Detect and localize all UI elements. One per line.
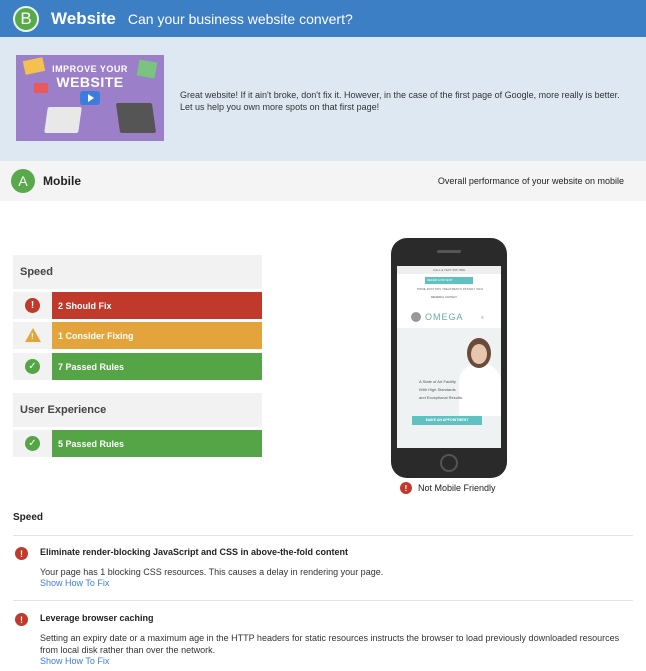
speed-details-heading: Speed — [13, 512, 44, 523]
phone-home-button — [440, 454, 458, 472]
preview-logo-text: OMEGA — [425, 312, 464, 322]
speed-passed-label: 7 Passed Rules — [52, 353, 262, 380]
phone-screen-preview — [397, 266, 501, 448]
mobile-title: Mobile — [43, 174, 81, 188]
rule-icon-cell — [13, 353, 52, 380]
preview-logo-icon — [411, 312, 421, 322]
website-title: Website — [51, 8, 116, 28]
speed-issue-description: Your page has 1 blocking CSS resources. This causes a delay in rendering your page. — [40, 567, 384, 577]
mobile-summary: Overall performance of your website on mobile — [437, 176, 624, 186]
thumbnail-line2: WEBSITE — [56, 74, 124, 90]
rule-icon-cell — [13, 322, 52, 349]
laptop-illustration — [44, 107, 82, 133]
speed-issue-title: Eliminate render-blocking JavaScript and CSS in above-the-fold content — [40, 547, 349, 557]
ux-passed-label: 5 Passed Rules — [52, 430, 262, 457]
thumbnail-line1: IMPROVE YOUR — [52, 64, 128, 74]
user-experience-category-heading: User Experience — [13, 393, 262, 427]
speed-category-heading: Speed — [13, 255, 262, 289]
should-fix-label: 2 Should Fix — [52, 292, 262, 319]
preview-person-illustration — [459, 364, 501, 416]
website-header — [0, 0, 646, 37]
thumbnail-text — [16, 65, 164, 89]
phone-speaker — [437, 250, 461, 253]
speed-issue-title: Leverage browser caching — [40, 613, 154, 623]
preview-menu-icon: ≡ — [481, 315, 484, 321]
preview-nav-secondary: REFERRAL CONTACT — [431, 296, 457, 299]
exclamation-circle-icon: ! — [15, 547, 28, 560]
ux-passed-rule[interactable] — [13, 430, 262, 457]
rule-icon-cell — [13, 430, 52, 457]
preview-phone-number: CALL & TEXT 555 7896 — [433, 268, 465, 272]
exclamation-circle-icon: ! — [15, 613, 28, 626]
divider — [13, 600, 633, 601]
play-icon[interactable] — [80, 91, 100, 105]
mobile-friendly-status-text: Not Mobile Friendly — [418, 483, 496, 493]
mobile-section-header — [0, 161, 646, 201]
divider — [13, 535, 633, 536]
intro-section — [0, 37, 646, 161]
show-how-to-fix-link[interactable]: Show How To Fix — [40, 656, 110, 666]
mobile-friendly-status — [400, 482, 496, 494]
show-how-to-fix-link[interactable]: Show How To Fix — [40, 578, 110, 588]
should-fix-rule[interactable] — [13, 292, 262, 319]
warning-mark: ! — [31, 332, 34, 341]
preview-appointment-button: MAKE AN APPOINTMENT — [412, 416, 482, 425]
speed-issue-description: Setting an expiry date or a maximum age in the HTTP headers for static resources instructs the browser to load previously downloaded resources from local disk rather than over the network. — [40, 633, 620, 655]
website-grade-badge: B — [13, 6, 39, 32]
video-thumbnail[interactable] — [16, 55, 164, 141]
phone-mockup — [391, 238, 507, 478]
consider-fixing-label: 1 Consider Fixing — [52, 322, 262, 349]
exclamation-circle-icon: ! — [25, 298, 40, 313]
mobile-grade-badge: A — [11, 169, 35, 193]
check-circle-icon: ✓ — [25, 436, 40, 451]
intro-text: Great website! If it ain't broke, don't fix it. However, in the case of the first page of Google, more really is better. Let us help you own more spots on that first page! — [180, 90, 620, 112]
laptop-illustration — [116, 103, 156, 133]
check-circle-icon: ✓ — [25, 359, 40, 374]
website-subtitle: Can your business website convert? — [127, 10, 353, 27]
preview-hero-text: A State of Art Facility With High Standards and Exceptional Results. — [419, 379, 464, 400]
preview-nav: HOME DOCTORS TREATMENTS PATIENT INFO — [417, 288, 484, 291]
speed-passed-rule[interactable] — [13, 353, 262, 380]
preview-person-face — [471, 344, 487, 364]
rule-icon-cell — [13, 292, 52, 319]
exclamation-circle-icon: ! — [400, 482, 412, 494]
consider-fixing-rule[interactable] — [13, 322, 262, 349]
preview-cta-label: REFER A PATIENT — [427, 278, 453, 282]
